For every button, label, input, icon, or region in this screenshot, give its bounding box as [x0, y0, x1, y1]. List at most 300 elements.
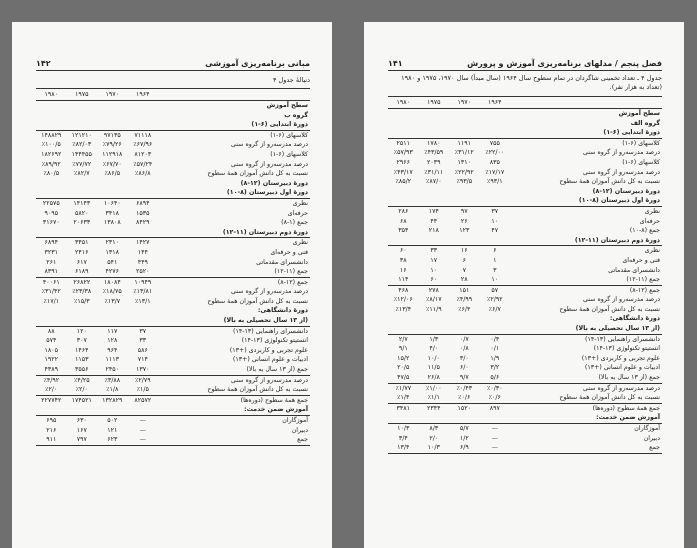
- cell-value: ۶: [462, 256, 466, 264]
- cell-value: ٪۵۷/۲۴: [133, 160, 153, 168]
- table-row: [388, 434, 662, 444]
- cell-value: [449, 109, 480, 119]
- cell-value: ٪۴/۹۲: [36, 375, 67, 385]
- row-label: کلاسهای (۶-۱): [270, 150, 308, 158]
- table-row: [388, 109, 662, 119]
- row-label: جمع (۱۱-۱۲): [626, 276, 660, 284]
- cell-value: ٪۶/۷: [488, 305, 501, 313]
- table-row: [388, 344, 662, 354]
- cell-value: [36, 405, 67, 415]
- table-row: [36, 435, 310, 445]
- table-row: [388, 314, 662, 324]
- cell-value: ۵۴۱: [107, 258, 118, 266]
- cell-value: ۱۸۲۶۹۲: [41, 150, 62, 158]
- cell-value: ٪۲/۷۹: [128, 375, 159, 385]
- table-row: [388, 187, 662, 197]
- table-row: [36, 267, 310, 277]
- cell-value: [480, 187, 511, 197]
- row-label: دانشسرای راهنمایی (۱۳-۱۴): [158, 326, 310, 336]
- cell-value: ۵۸۶: [137, 346, 148, 354]
- table-row: [36, 169, 310, 179]
- table-row: [388, 334, 662, 344]
- cell-value: [97, 228, 128, 238]
- cell-value: ۱۰: [430, 266, 438, 274]
- cell-value: [128, 405, 159, 415]
- column-header-year: ۱۹۸۰: [36, 89, 67, 101]
- table-row: [388, 226, 662, 236]
- cell-value: —: [491, 434, 498, 442]
- table-row: [388, 246, 662, 256]
- table-row: [36, 297, 310, 307]
- cell-value: [36, 228, 67, 238]
- cell-value: [97, 188, 128, 198]
- row-label: جمع (۸-۱۰): [629, 227, 660, 235]
- cell-value: ۳۵۵۶: [75, 366, 89, 374]
- data-table: [388, 96, 662, 454]
- cell-value: ۱۷: [430, 256, 438, 264]
- cell-value: ۸۱۲۰۳: [134, 150, 152, 158]
- cell-value: ۸۸: [36, 326, 67, 336]
- cell-value: ۹۰۹۵: [44, 209, 59, 217]
- row-label: نظری: [158, 238, 310, 248]
- cell-value: ۱۳۷۰: [136, 366, 150, 374]
- cell-value: ۱۰/۰: [427, 354, 440, 362]
- cell-value: [36, 120, 67, 130]
- cell-value: ۱۷۴: [419, 206, 450, 216]
- column-header-year: ۱۹۷۰: [97, 89, 128, 101]
- book-page-141: [364, 22, 684, 548]
- cell-value: ٪۸۶/۸: [134, 170, 151, 178]
- cell-value: ٪۳۱/۱۲: [454, 149, 474, 157]
- cell-value: [388, 324, 419, 334]
- cell-value: ۲۶۱: [46, 258, 57, 266]
- cell-value: [449, 314, 480, 324]
- cell-value: ۱۲۱: [107, 426, 118, 434]
- running-title: فصل پنجم / مدلهای برنامه‌ریزی آموزش و پرورش: [467, 59, 662, 68]
- row-label: گروه الف: [630, 119, 660, 127]
- cell-value: [480, 196, 511, 206]
- cell-value: ۴۴: [430, 217, 438, 225]
- table-row: [388, 236, 662, 246]
- cell-value: ۱۴۴: [137, 248, 148, 256]
- row-label: فنی و حرفه‌ای: [622, 256, 660, 264]
- row-label: انستیتو تکنولوژی (۱۳-۱۴): [593, 345, 660, 353]
- running-title: مبانی برنامه‌ریزی آموزشی: [205, 59, 310, 68]
- column-header-year: ۱۹۶۴: [480, 97, 511, 109]
- cell-value: ۳۰۷: [76, 337, 87, 345]
- cell-value: ٪۸۲/۰۳: [72, 141, 92, 149]
- row-label: دورهٔ ابتدایی (۶-۱): [251, 121, 308, 129]
- cell-value: ۰/۷: [449, 334, 480, 344]
- cell-value: ٪۶/۴: [458, 305, 471, 313]
- cell-value: [449, 119, 480, 129]
- cell-value: ۱۳/۴: [388, 443, 419, 453]
- table-row: [36, 120, 310, 130]
- table-row: [36, 316, 310, 326]
- cell-value: ۱/۳: [419, 334, 450, 344]
- cell-value: —: [128, 435, 159, 445]
- cell-value: ۶/۰: [459, 364, 469, 372]
- row-label: دورهٔ ابتدایی (۶-۱): [603, 129, 660, 137]
- row-label: جمع: [510, 443, 662, 453]
- table-row: [388, 206, 662, 216]
- cell-value: —: [480, 443, 511, 453]
- cell-value: ٪۶۷/۷۰: [102, 160, 122, 168]
- cell-value: ٪۸۲/۷: [73, 170, 90, 178]
- cell-value: ۱۵/۲: [397, 354, 410, 362]
- cell-value: ۲۱۶: [46, 426, 57, 434]
- cell-value: ۲۶: [460, 217, 468, 225]
- row-label: نسبت به کل دانش آموزان همهٔ سطوح: [207, 297, 308, 305]
- cell-value: ۲۱۸: [428, 227, 439, 235]
- cell-value: ٪۸۷/۰: [425, 178, 442, 186]
- cell-value: ٪۳۱/۴۲: [41, 288, 61, 296]
- row-label: درصد مدرسه‌رو از گروه سنی: [231, 288, 308, 296]
- cell-value: ۲/۷: [388, 334, 419, 344]
- table-row: [36, 336, 310, 346]
- cell-value: [388, 119, 419, 129]
- cell-value: ٪۱/۷۷: [388, 383, 419, 393]
- cell-value: ۱۱۹۱: [449, 138, 480, 148]
- cell-value: ۵۸۲۰: [75, 209, 89, 217]
- cell-value: [36, 188, 67, 198]
- cell-value: [388, 128, 419, 138]
- cell-value: [36, 101, 67, 111]
- cell-value: ٪۰/۶: [488, 394, 501, 402]
- row-label: نسبت به کل دانش آموزان همهٔ سطوح: [207, 386, 308, 394]
- table-row: [388, 148, 662, 158]
- cell-value: ۴/۰: [429, 345, 439, 353]
- table-row: [36, 101, 310, 111]
- cell-value: ۲۸: [460, 276, 468, 284]
- cell-value: ٪۲/۰: [45, 386, 58, 394]
- table-row: [388, 138, 662, 148]
- cell-value: ۱۰: [491, 276, 499, 284]
- table-row: [388, 363, 662, 373]
- cell-value: ۸۳۵: [489, 158, 500, 166]
- cell-value: —: [128, 416, 159, 426]
- cell-value: ۱۱۴: [398, 276, 409, 284]
- row-label: جمع همهٔ سطوح (دوره‌ها): [510, 403, 662, 413]
- cell-value: [67, 228, 98, 238]
- cell-value: ٪۲/۹۲: [486, 296, 503, 304]
- cell-value: ۲۳۱۰: [97, 238, 128, 248]
- cell-value: ۱۴۱۴۳: [67, 198, 98, 208]
- table-row: [36, 179, 310, 189]
- cell-value: ٪۱/۱: [427, 394, 440, 402]
- cell-value: ٪۸۵/۲: [395, 178, 412, 186]
- cell-value: ٪۹۳/۱: [486, 178, 503, 186]
- table-row: [36, 395, 310, 405]
- cell-value: ۳۷: [128, 326, 159, 336]
- cell-value: ٪۸/۱۷: [425, 296, 442, 304]
- cell-value: ۱۲۳: [459, 227, 470, 235]
- cell-value: ۳۷: [480, 206, 511, 216]
- cell-value: [128, 179, 159, 189]
- cell-value: [97, 306, 128, 316]
- table-row: [388, 119, 662, 129]
- row-label: دانشسرای راهنمایی (۱۳-۱۴): [510, 334, 662, 344]
- table-row: [388, 443, 662, 453]
- cell-value: ۱۹۲۲: [44, 356, 59, 364]
- row-label: جمع (از ۱۳ سال به بالا): [598, 374, 660, 382]
- row-label: کلاسهای (۶-۱): [158, 130, 310, 140]
- row-label: جمع (از ۱۳ سال به بالا): [246, 366, 308, 374]
- row-label: جمع (۱۱-۱۲): [274, 268, 308, 276]
- cell-value: ۷۱۱۱۸: [128, 130, 159, 140]
- row-label: درصد مدرسه‌رو از گروه سنی: [510, 383, 662, 393]
- cell-value: ۱۰/۳: [419, 443, 450, 453]
- table-row: [36, 385, 310, 395]
- cell-value: ۰/۴: [480, 334, 511, 344]
- cell-value: ۲۴۱۶: [75, 248, 89, 256]
- table-row: [388, 383, 662, 393]
- cell-value: ۵۰۲: [97, 416, 128, 426]
- cell-value: [388, 187, 419, 197]
- cell-value: [36, 316, 67, 326]
- cell-value: ٪۴۳/۱۷: [393, 168, 413, 176]
- cell-value: ۶۸۹۴: [128, 198, 159, 208]
- table-row: [36, 218, 310, 228]
- cell-value: ٪۱۱/۹: [425, 305, 442, 313]
- table-row: [36, 416, 310, 426]
- cell-value: ۳۴۵۱: [67, 238, 98, 248]
- cell-value: ۳۲۳۱: [44, 248, 59, 256]
- cell-value: ۲۲۷۷۴۲: [36, 395, 67, 405]
- cell-value: ۶۱۸۹: [75, 268, 89, 276]
- row-label: دبیران: [291, 426, 308, 434]
- row-label: نظری: [510, 206, 662, 216]
- cell-value: [419, 109, 450, 119]
- cell-value: ٪۱/۴: [397, 394, 410, 402]
- cell-value: ۲۰/۵: [397, 364, 410, 372]
- cell-value: ٪۶۷/۹۶: [133, 141, 153, 149]
- row-label: نظری: [158, 198, 310, 208]
- cell-value: ۲۶/۸: [427, 374, 440, 382]
- cell-value: [419, 413, 450, 423]
- cell-value: ۷۱۴: [137, 356, 148, 364]
- cell-value: [97, 101, 128, 111]
- table-row: [388, 177, 662, 187]
- cell-value: ٪۰/۶: [458, 394, 471, 402]
- cell-value: [419, 128, 450, 138]
- cell-value: [67, 111, 98, 121]
- table-caption: دنبالهٔ جدول ۴: [272, 76, 310, 84]
- cell-value: ۳/۰: [459, 354, 469, 362]
- cell-value: [67, 188, 98, 198]
- table-row: [36, 160, 310, 170]
- row-label: دورهٔ اول دبیرستان (۸-۱۰): [578, 197, 660, 205]
- row-label: جمع (۱-۸): [281, 219, 308, 227]
- cell-value: ۶: [480, 246, 511, 256]
- cell-value: [449, 236, 480, 246]
- table-row: [388, 217, 662, 227]
- cell-value: ۵/۶: [490, 374, 500, 382]
- cell-value: [449, 128, 480, 138]
- table-row: [36, 405, 310, 415]
- cell-value: ٪۱/۰۰: [419, 383, 450, 393]
- cell-value: ۱: [493, 256, 497, 264]
- table-row: [388, 354, 662, 364]
- cell-value: ۱۴۸۸۲۹: [36, 130, 67, 140]
- cell-value: [388, 314, 419, 324]
- cell-value: [67, 306, 98, 316]
- table-row: [388, 413, 662, 423]
- cell-value: ۱۱۷: [97, 326, 128, 336]
- cell-value: ۴۰۰۶۱: [36, 277, 67, 287]
- cell-value: ٪۲۲/۹۲: [454, 168, 474, 176]
- cell-value: ۱۳۲۸۲۹: [97, 395, 128, 405]
- cell-value: ٪۴۳/۵۹: [424, 149, 444, 157]
- row-label: کلاسهای (۶-۱): [510, 138, 662, 148]
- cell-value: ۷۵۵: [480, 138, 511, 148]
- cell-value: ۲۰۶۳۳: [73, 219, 91, 227]
- cell-value: [67, 405, 98, 415]
- table-row: [36, 228, 310, 238]
- cell-value: ٪۹۳/۵: [456, 178, 473, 186]
- table-row: [388, 373, 662, 383]
- row-label: حرفه‌ای: [287, 209, 308, 217]
- cell-value: [36, 306, 67, 316]
- page-number: ۱۴۱: [388, 59, 403, 68]
- row-label: آموزش ضمن خدمت:: [244, 406, 308, 414]
- table-row: [388, 128, 662, 138]
- data-table: [36, 88, 310, 446]
- row-label: دورهٔ دانشگاهی:: [609, 315, 660, 323]
- cell-value: ۱۰۶۴۰: [97, 198, 128, 208]
- table-row: [36, 140, 310, 150]
- cell-value: [128, 111, 159, 121]
- row-label: نسبت به کل دانش آموزان همهٔ سطوح: [559, 178, 660, 186]
- cell-value: [97, 179, 128, 189]
- cell-value: ۴۳۸۹: [44, 366, 59, 374]
- cell-value: ۶۸۹۴: [36, 238, 67, 248]
- cell-value: ۳۳: [139, 337, 147, 345]
- cell-value: [449, 196, 480, 206]
- cell-value: ۶۲۳: [97, 435, 128, 445]
- table-caption: جدول ۴ ـ تعداد تخمینی شاگردان در تمام سطوح سال ۱۹۶۴ (سال مبدأ) سال ۱۹۷۰، ۱۹۷۵ و ۱۹۸۰ (تعداد به هزار نفر).: [401, 74, 662, 91]
- cell-value: [67, 179, 98, 189]
- table-row: [36, 209, 310, 219]
- table-row: [36, 258, 310, 268]
- cell-value: ۳: [493, 266, 497, 274]
- table-row: [388, 196, 662, 206]
- table-row: [388, 285, 662, 295]
- cell-value: ۴۷/۵: [397, 374, 410, 382]
- table-row: [388, 266, 662, 276]
- cell-value: ۲۰۳۹: [427, 158, 441, 166]
- cell-value: ۳۳: [419, 246, 450, 256]
- cell-value: ٪۳/۸۸: [97, 375, 128, 385]
- cell-value: ۱۲۰: [67, 326, 98, 336]
- cell-value: ٪۱۲/۰۶: [393, 296, 413, 304]
- row-label: نسبت به کل دانش آموزان همهٔ سطوح: [559, 394, 660, 402]
- cell-value: [67, 101, 98, 111]
- row-label: (از ۱۳ سال تحصیلی به بالا): [575, 325, 660, 333]
- table-row: [36, 346, 310, 356]
- cell-value: [97, 405, 128, 415]
- table-row: [36, 355, 310, 365]
- cell-value: ٪۱۳/۱: [134, 297, 151, 305]
- cell-value: [419, 196, 450, 206]
- cell-value: ۲۴۵۰: [105, 366, 120, 374]
- cell-value: [36, 179, 67, 189]
- cell-value: [419, 324, 450, 334]
- column-header-year: ۱۹۶۴: [128, 89, 159, 101]
- page-number: ۱۴۲: [36, 59, 51, 68]
- cell-value: [388, 109, 419, 119]
- cell-value: ۱۴۶۴: [75, 346, 89, 354]
- row-label: دورهٔ اول دبیرستان (۸-۱۰): [226, 189, 308, 197]
- cell-value: [419, 314, 450, 324]
- cell-value: —: [480, 424, 511, 434]
- table-row: [36, 326, 310, 336]
- cell-value: ۶۹۵: [36, 416, 67, 426]
- cell-value: ۲/۰: [429, 434, 439, 442]
- table-row: [388, 324, 662, 334]
- cell-value: ۱۰: [491, 217, 499, 225]
- cell-value: ۴۶۸: [388, 285, 419, 295]
- cell-value: [128, 306, 159, 316]
- row-label: درصد مدرسه‌رو از گروه سنی: [583, 149, 660, 157]
- column-header-year: ۱۹۷۰: [449, 97, 480, 109]
- row-label: دانشسرای مقدماتی: [256, 258, 308, 266]
- cell-value: ۹۷: [449, 206, 480, 216]
- cell-value: ۵۷۴: [46, 337, 57, 345]
- enrollment-table-continued: [36, 88, 310, 446]
- row-label: درصد مدرسه‌رو از گروه سنی: [231, 160, 308, 168]
- row-label: درصد مدرسه‌رو از گروه سنی: [158, 375, 310, 385]
- cell-value: ۱۸۰۵: [44, 346, 59, 354]
- row-label: نسبت به کل دانش آموزان همهٔ سطوح: [207, 170, 308, 178]
- book-page-142: [12, 22, 332, 548]
- column-header-year: ۱۹۷۵: [419, 97, 450, 109]
- cell-value: ۱۷۴۵۲۱: [67, 395, 98, 405]
- row-label: دورهٔ دانشگاهی:: [257, 307, 308, 315]
- cell-value: ۱۱۵۳: [75, 356, 89, 364]
- cell-value: ۶۸: [399, 217, 407, 225]
- cell-value: ۵/۷: [449, 424, 480, 434]
- row-label: سطح آموزش: [618, 110, 660, 117]
- cell-value: [128, 101, 159, 111]
- cell-value: ۱۴۲۷: [128, 238, 159, 248]
- row-label: جمع: [158, 435, 310, 445]
- cell-value: ٪۷۹/۲۶: [102, 141, 122, 149]
- cell-value: ۱۰/۳: [388, 424, 419, 434]
- cell-value: [480, 413, 511, 423]
- row-label: جمع همهٔ سطوح (دوره‌ها): [158, 395, 310, 405]
- cell-value: ۲۲۵۷۵: [36, 198, 67, 208]
- cell-value: ٪۰/۴۳: [449, 383, 480, 393]
- cell-value: [419, 187, 450, 197]
- cell-value: ۲۹۶۶: [396, 158, 411, 166]
- row-label: آموزش ضمن خدمت:: [596, 414, 660, 422]
- cell-value: ۱۱/۵: [427, 364, 440, 372]
- column-header-level: [158, 89, 310, 101]
- row-label: ادبیات و علوم انسانی (+۱۳): [232, 356, 308, 364]
- cell-value: ٪۱۳/۷: [104, 297, 121, 305]
- table-row: [388, 424, 662, 434]
- table-row: [36, 287, 310, 297]
- cell-value: ٪۲۲/۰۰: [485, 149, 505, 157]
- row-label: آموزگاران: [158, 416, 310, 426]
- cell-value: [419, 236, 450, 246]
- cell-value: ٪۲۳/۳۸: [72, 288, 92, 296]
- row-label: درصد مدرسه‌رو از گروه سنی: [583, 168, 660, 176]
- row-label: نسبت به کل دانش آموزان همهٔ سطوح: [559, 305, 660, 313]
- cell-value: [97, 120, 128, 130]
- row-label: جمع (۱۲-۸): [158, 277, 310, 287]
